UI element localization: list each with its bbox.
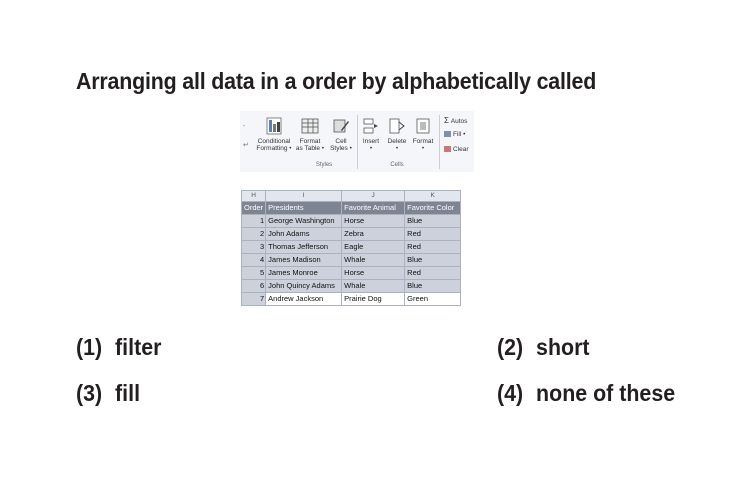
cell-styles-icon [331, 116, 351, 136]
color-cell: Blue [405, 280, 461, 293]
table-row [242, 293, 461, 306]
table-row [242, 280, 461, 293]
color-cell: Red [405, 241, 461, 254]
animal-cell: Whale [342, 254, 405, 267]
header-cell: Favorite Color [405, 202, 461, 215]
option-number: (4) [497, 380, 524, 406]
cells-group-label: Cells [390, 162, 404, 168]
conditional-formatting-button [254, 116, 294, 152]
delete-cells-icon [387, 116, 407, 136]
ribbon-tick: ↵ [243, 142, 249, 149]
header-cell: Order [242, 202, 266, 215]
format-as-table-label2: as Table • [295, 145, 325, 152]
option-number: (2) [497, 334, 524, 360]
column-header: H [242, 191, 266, 202]
conditional-formatting-label1: Conditional [257, 138, 291, 145]
styles-group-label: Styles [315, 162, 333, 168]
president-cell: George Washington [266, 215, 342, 228]
order-cell: 7 [242, 293, 266, 306]
president-cell: Thomas Jefferson [266, 241, 342, 254]
cell-styles-label2: Styles • [330, 145, 352, 152]
option-2[interactable] [497, 334, 590, 361]
order-cell: 6 [242, 280, 266, 293]
autosum-label: Autos [450, 118, 468, 125]
fill-down-icon [444, 131, 451, 137]
color-cell: Blue [405, 254, 461, 267]
option-text: filter [115, 334, 162, 360]
president-cell: Andrew Jackson [266, 293, 342, 306]
animal-cell: Zebra [342, 228, 405, 241]
excel-ribbon-image [240, 111, 474, 172]
animal-cell: Eagle [342, 241, 405, 254]
color-cell: Green [405, 293, 461, 306]
table-header-row [242, 202, 461, 215]
column-header: J [342, 191, 405, 202]
order-cell: 4 [242, 254, 266, 267]
option-number: (3) [76, 380, 103, 406]
color-cell: Red [405, 228, 461, 241]
fill-label: Fill • [453, 131, 466, 138]
header-cell: Favorite Animal [342, 202, 405, 215]
ribbon-separator [357, 115, 358, 169]
eraser-icon [444, 146, 451, 152]
option-4[interactable] [497, 380, 675, 407]
president-cell: James Madison [266, 254, 342, 267]
cell-styles-button [328, 116, 354, 152]
ribbon-dash: - [243, 123, 246, 130]
table-row [242, 241, 461, 254]
insert-label1: Insert [362, 138, 380, 145]
option-3[interactable] [76, 380, 140, 407]
option-text: fill [115, 380, 141, 406]
clear-button [444, 146, 469, 153]
insert-cells-icon [361, 116, 381, 136]
option-1[interactable] [76, 334, 161, 361]
cell-styles-label1: Cell [335, 138, 347, 145]
order-cell: 5 [242, 267, 266, 280]
format-as-table-button [294, 116, 326, 152]
president-cell: John Quincy Adams [266, 280, 342, 293]
format-cells-icon [413, 116, 433, 136]
format-as-table-label1: Format [299, 138, 321, 145]
insert-label2: • [369, 145, 373, 152]
animal-cell: Whale [342, 280, 405, 293]
question-text: Arranging all data in a order by alphabetically called [76, 68, 597, 94]
order-cell: 2 [242, 228, 266, 241]
option-text: none of these [536, 380, 676, 406]
column-header: I [266, 191, 342, 202]
ribbon-separator [439, 115, 440, 169]
spreadsheet-table [241, 190, 461, 306]
option-number: (1) [76, 334, 103, 360]
delete-label1: Delete [387, 138, 407, 145]
conditional-formatting-label2: Formatting • [256, 145, 292, 152]
animal-cell: Horse [342, 267, 405, 280]
delete-label2: • [395, 145, 399, 152]
table-row [242, 215, 461, 228]
conditional-formatting-icon [264, 116, 284, 136]
sigma-icon: Σ [444, 116, 449, 125]
president-cell: John Adams [266, 228, 342, 241]
clear-label: Clear [453, 146, 469, 153]
color-cell: Red [405, 267, 461, 280]
column-header-row [242, 191, 461, 202]
column-header: K [405, 191, 461, 202]
table-row [242, 267, 461, 280]
fill-button [444, 131, 465, 138]
autosum-button [444, 116, 467, 125]
format-label2: • [421, 145, 425, 152]
order-cell: 3 [242, 241, 266, 254]
president-cell: James Monroe [266, 267, 342, 280]
delete-button [385, 116, 409, 152]
order-cell: 1 [242, 215, 266, 228]
color-cell: Blue [405, 215, 461, 228]
animal-cell: Prairie Dog [342, 293, 405, 306]
format-as-table-icon [300, 116, 320, 136]
option-text: short [536, 334, 590, 360]
table-row [242, 228, 461, 241]
header-cell: Presidents [266, 202, 342, 215]
animal-cell: Horse [342, 215, 405, 228]
format-button [410, 116, 436, 152]
insert-button [359, 116, 383, 152]
table-row [242, 254, 461, 267]
format-label1: Format [412, 138, 434, 145]
